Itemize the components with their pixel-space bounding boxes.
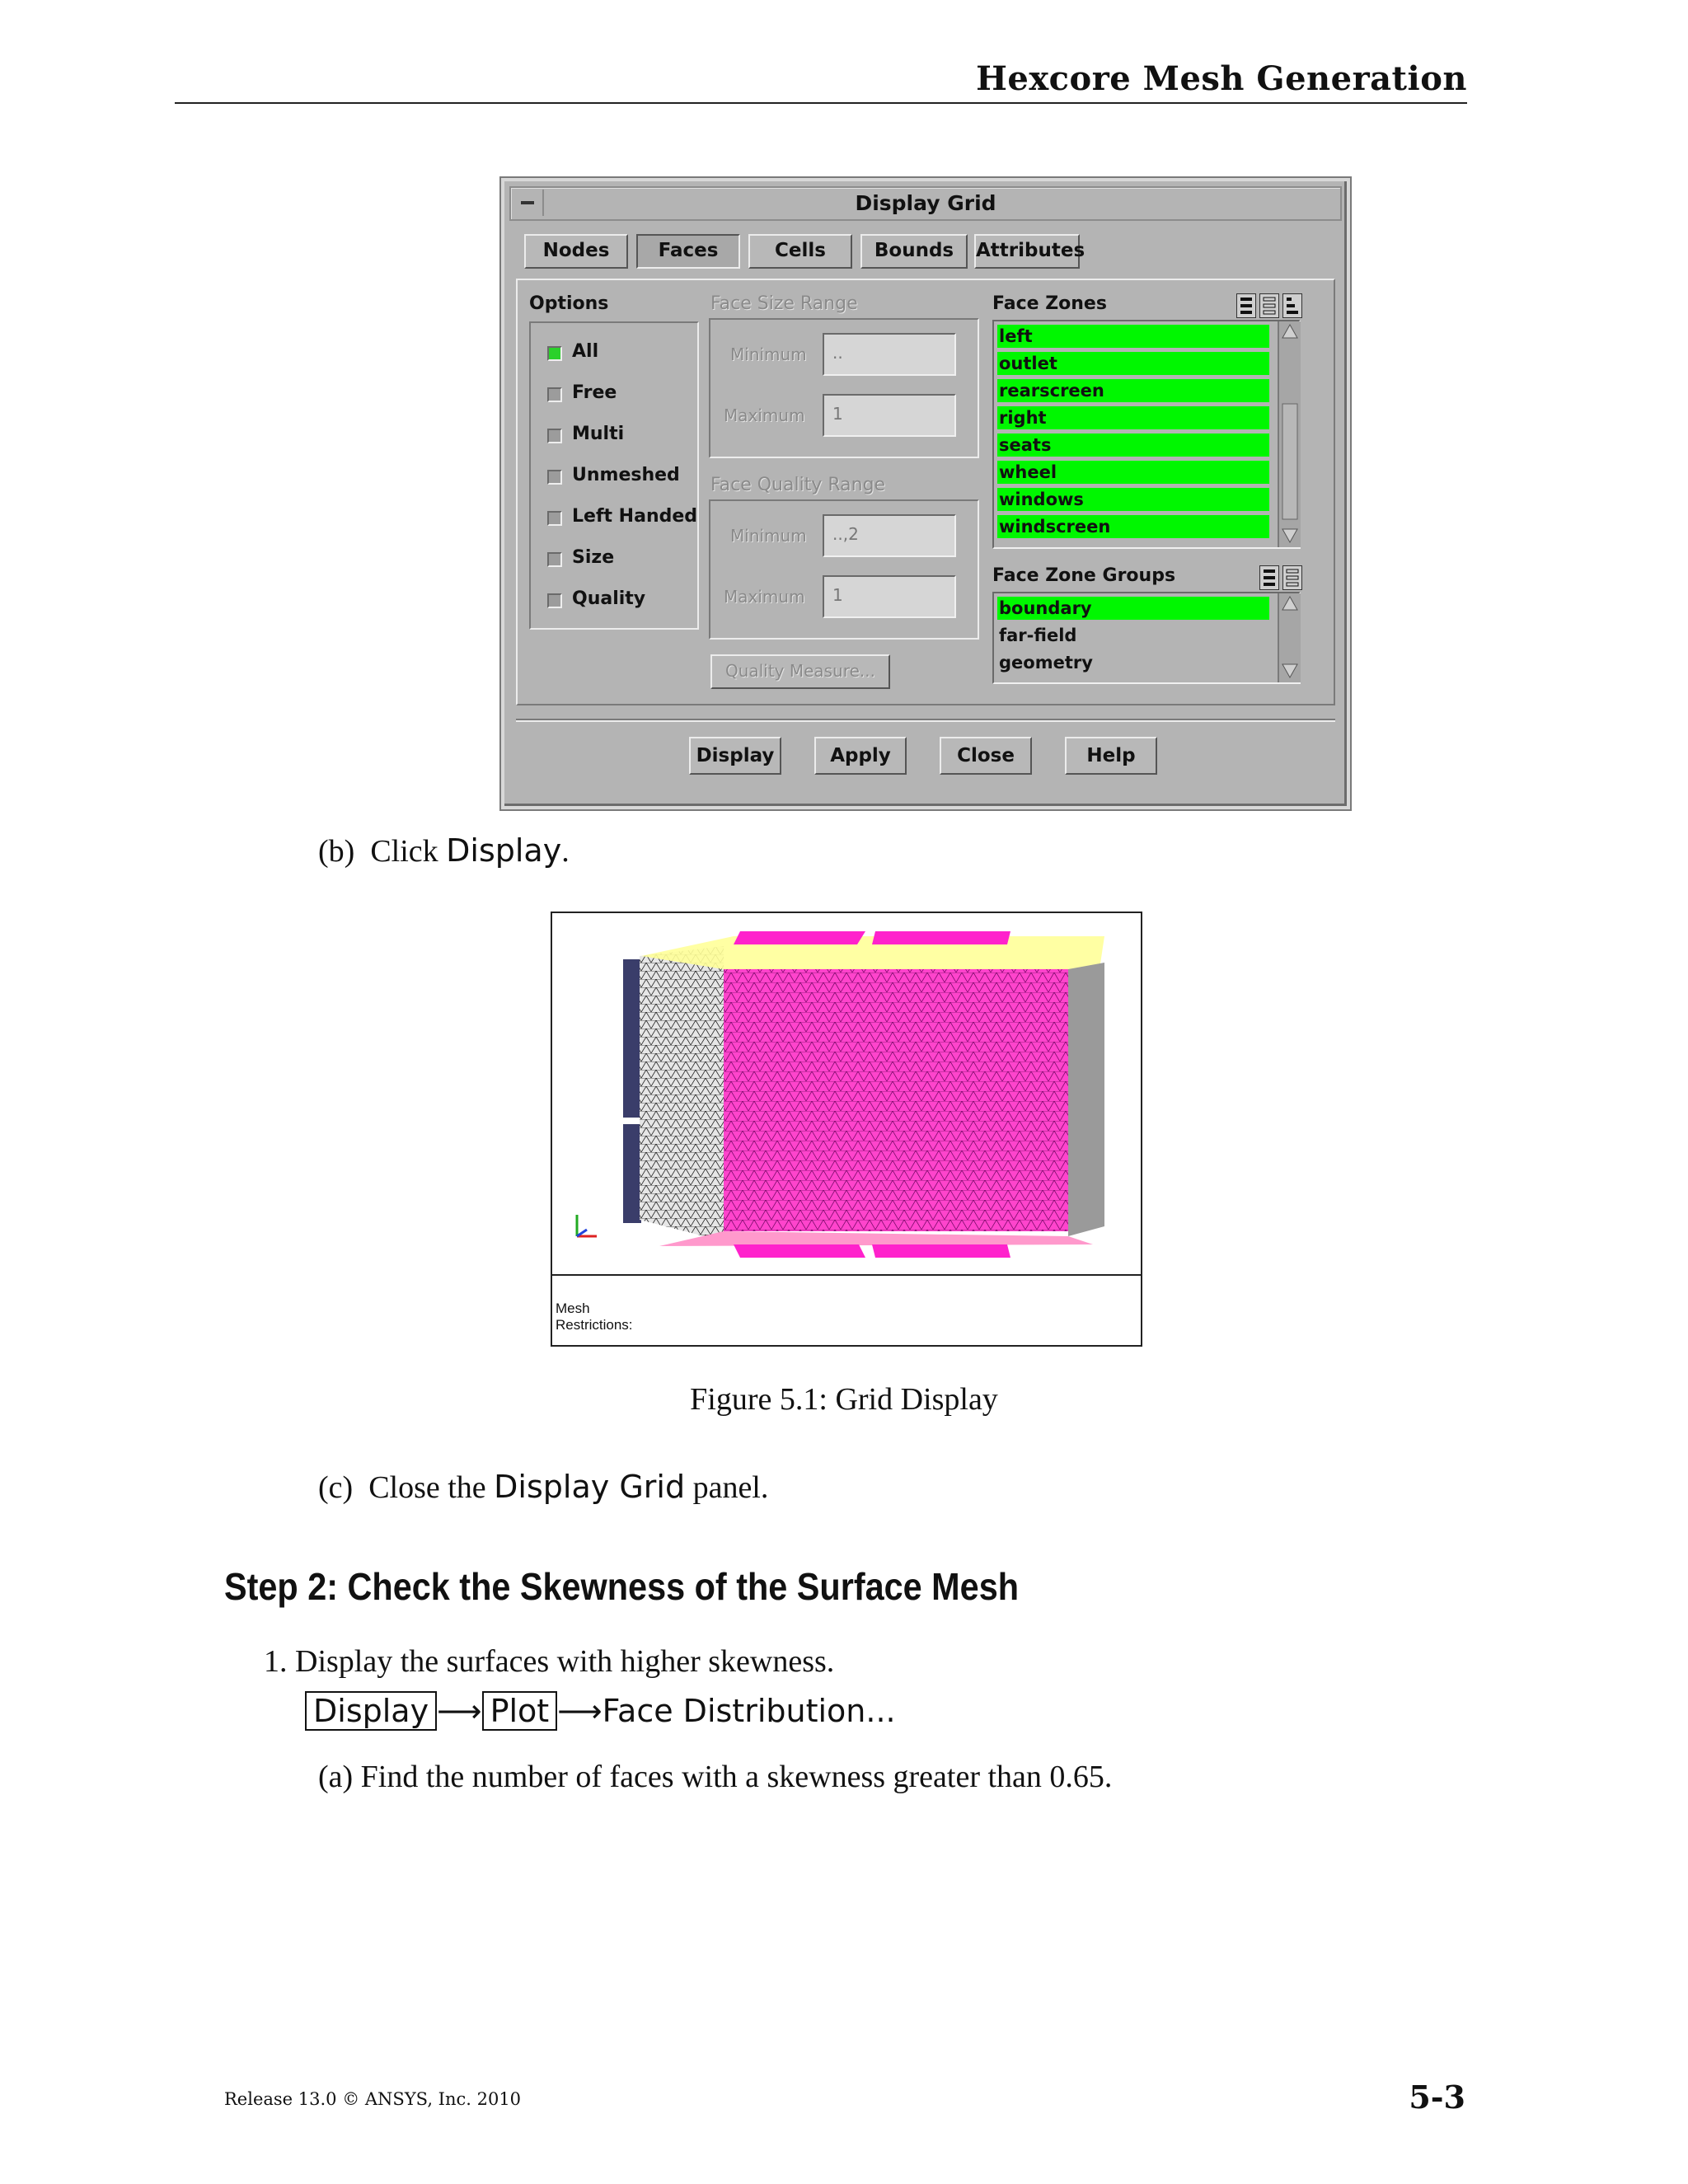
page-number: 5-3 [1409,2079,1465,2116]
toggle-selection-icon[interactable] [1282,293,1302,318]
size-min-label: Minimum [730,344,807,364]
quality-measure-button[interactable]: Quality Measure... [710,654,890,689]
tab-attributes[interactable]: Attributes [974,234,1080,269]
menu-path: Display ⟶ Plot ⟶Face Distribution... [305,1693,896,1729]
tab-faces[interactable]: Faces [636,234,740,269]
tab-nodes[interactable]: Nodes [524,234,628,269]
mesh-figure [551,912,1142,1347]
groups-deselect-all-icon[interactable] [1282,565,1302,590]
size-min-field[interactable]: .. [823,333,956,376]
face-zone-item[interactable]: wheel [997,461,1269,484]
face-quality-range-label: Face Quality Range [710,475,886,495]
face-zone-groups-label: Face Zone Groups [992,565,1176,586]
faces-panel [516,279,1335,705]
face-zone-group-item[interactable]: far-field [999,626,1077,645]
checkbox-all[interactable] [547,346,562,361]
face-zone-group-item[interactable]: boundary [997,597,1269,620]
dialog-titlebar[interactable] [509,186,1342,221]
quality-min-field[interactable]: ..,2 [823,514,956,557]
size-max-label: Maximum [724,405,805,425]
quality-max-field[interactable]: 1 [823,575,956,618]
size-max-field[interactable]: 1 [823,394,956,437]
display-grid-dialog [501,178,1350,809]
checkbox-multi[interactable] [547,429,562,443]
close-button[interactable]: Close [940,737,1032,775]
apply-button[interactable]: Apply [814,737,907,775]
step2-sub-a: (a) Find the number of faces with a skewness greater than 0.65. [318,1760,1113,1794]
help-button[interactable]: Help [1065,737,1157,775]
face-zone-groups-list[interactable] [992,592,1301,684]
face-zones-scrollbar[interactable] [1278,321,1301,547]
face-zone-item[interactable]: windows [997,488,1269,511]
figure-caption: Figure 5.1: Grid Display [690,1382,998,1417]
running-title: Hexcore Mesh Generation [976,59,1467,98]
menu-face-distribution: Face Distribution... [602,1693,896,1729]
face-zone-item[interactable]: outlet [997,352,1269,375]
groups-select-all-icon[interactable] [1259,565,1279,590]
mesh-image [552,913,1141,1274]
checkbox-size[interactable] [547,552,562,567]
step2-heading: Step 2: Check the Skewness of the Surface Mesh [224,1565,1020,1608]
footer-release: Release 13.0 © ANSYS, Inc. 2010 [224,2089,522,2109]
figure-status-area [552,1274,1141,1347]
checkbox-quality[interactable] [547,593,562,608]
options-group: All Free Multi Unmeshed Left Handed Size Quality [529,321,699,630]
separator [516,719,1335,722]
figure-footer-line1: Mesh [556,1301,590,1316]
figure-footer-line2: Restrictions: [556,1317,633,1333]
face-size-range-label: Face Size Range [710,293,858,314]
tab-cells[interactable]: Cells [748,234,852,269]
dialog-title: Display Grid [855,191,996,215]
display-button[interactable]: Display [689,737,781,775]
face-zone-item[interactable]: seats [997,434,1269,457]
face-zone-item[interactable]: right [997,406,1269,429]
options-label: Options [529,293,609,314]
face-zone-item[interactable]: rearscreen [997,379,1269,402]
tab-bounds[interactable]: Bounds [860,234,968,269]
checkbox-unmeshed[interactable] [547,470,562,485]
face-zones-list[interactable] [992,320,1301,549]
face-size-range-group [709,318,979,458]
face-quality-range-group [709,499,979,640]
face-zone-group-item[interactable]: geometry [999,653,1093,673]
face-zones-label: Face Zones [992,293,1107,314]
quality-max-label: Maximum [724,587,805,607]
face-zone-item[interactable]: left [997,325,1269,348]
checkbox-left-handed[interactable] [547,511,562,526]
quality-min-label: Minimum [730,526,807,546]
step-b: (b) Click Display. [318,832,570,869]
checkbox-free[interactable] [547,387,562,402]
face-zone-groups-scrollbar[interactable] [1278,593,1301,682]
face-zone-item[interactable]: windscreen [997,515,1269,538]
deselect-all-icon[interactable] [1259,293,1279,318]
step-c: (c) Close the Display Grid panel. [318,1469,769,1505]
step2-item1: 1. Display the surfaces with higher skewness. [264,1644,835,1679]
running-header [175,58,1467,104]
menu-display: Display [305,1691,437,1731]
select-all-icon[interactable] [1236,293,1256,318]
menu-plot: Plot [482,1691,558,1731]
ui-word-display-grid: Display Grid [494,1469,686,1505]
ui-word-display: Display [446,832,562,869]
